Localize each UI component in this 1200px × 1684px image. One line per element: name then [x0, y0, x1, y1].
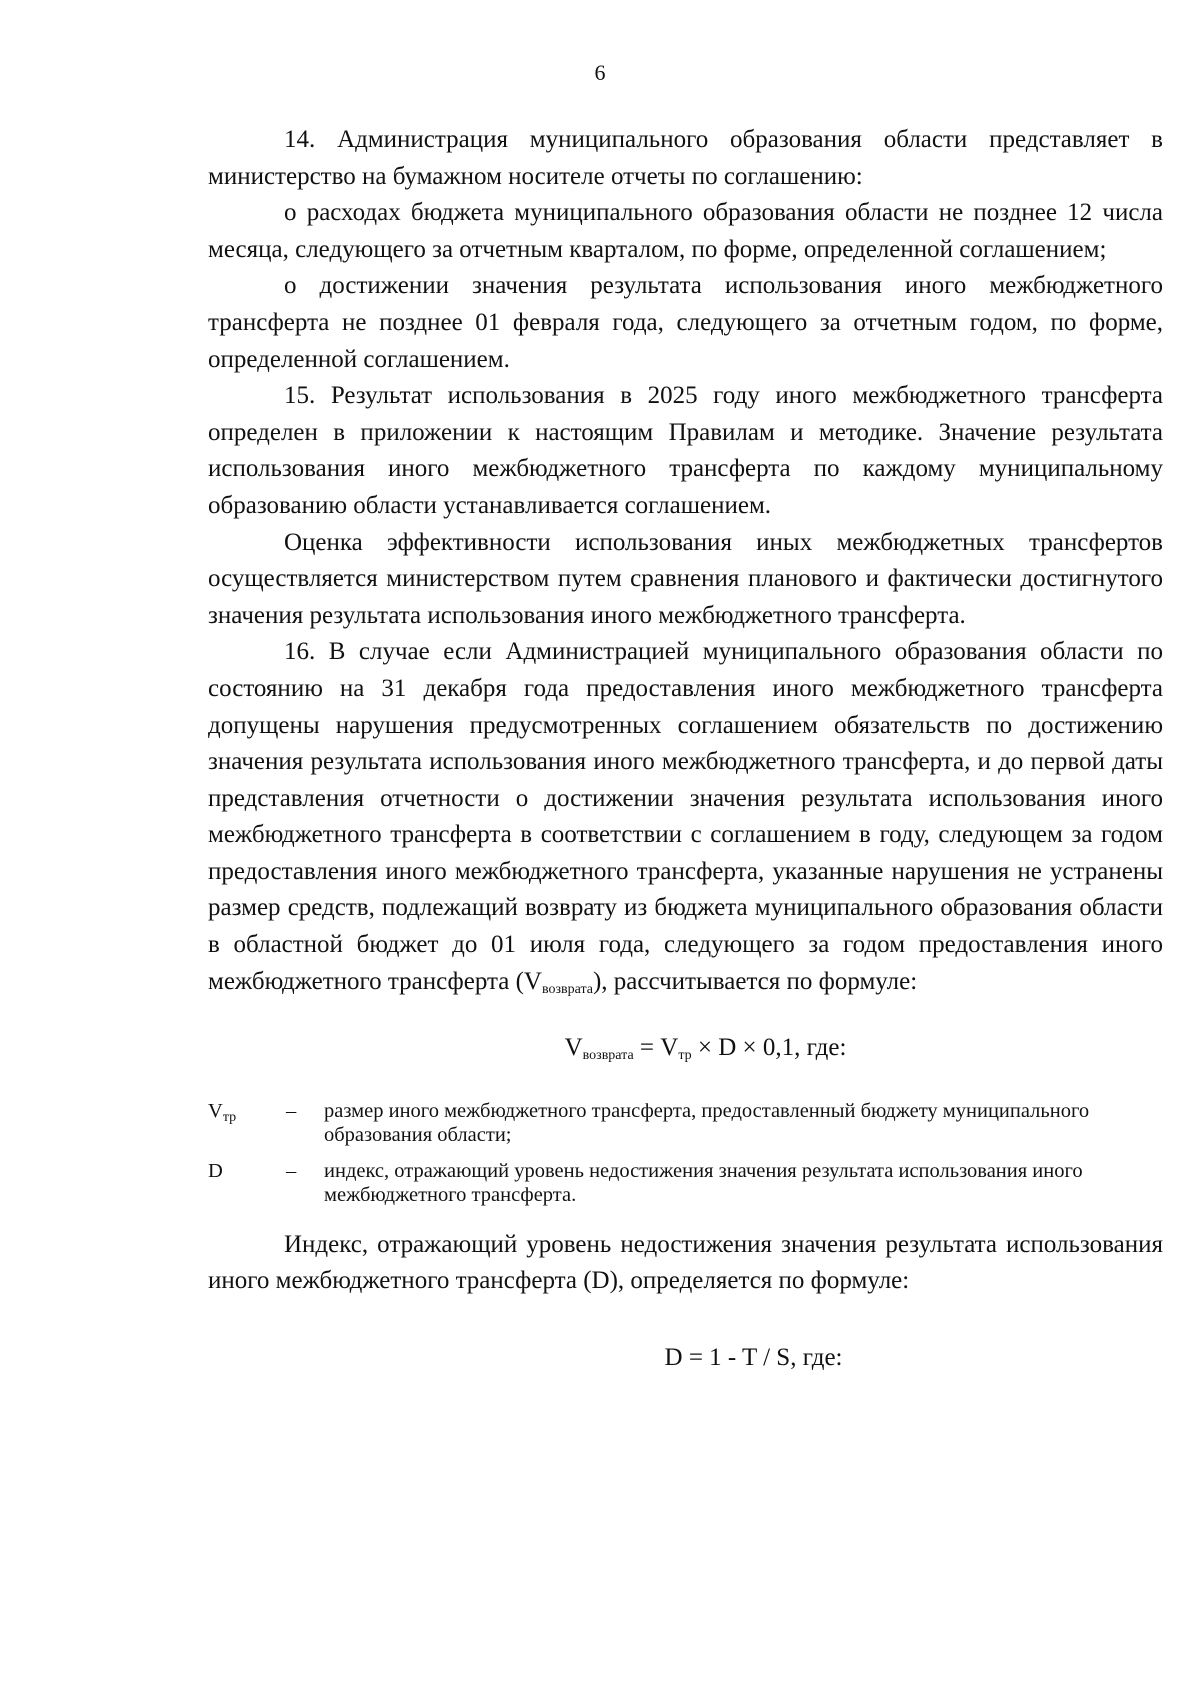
definition-dash: – — [286, 1099, 297, 1122]
definition-symbol — [208, 1099, 286, 1147]
formula-return-amount — [208, 1030, 1163, 1067]
definitions-list — [208, 1099, 1163, 1207]
paragraph-14-item-2: о достижении значения результата использования иного межбюджетного трансферта не позднее 01 февраля года, следующего за отчетным годом, по форме, определенной соглашением. — [208, 272, 1163, 373]
formula-return-tr-sub: тр — [678, 1048, 692, 1064]
definition-symbol-sub: тр — [222, 1109, 237, 1125]
formula-return-v: V — [564, 1034, 583, 1062]
formula-return-rest: × D × 0,1, где: — [691, 1034, 847, 1062]
page-number: 6 — [594, 60, 606, 85]
definition-vtr — [208, 1099, 1163, 1147]
definition-d — [208, 1159, 1163, 1207]
definition-text: индекс, отражающий уровень недостижения значения результата использования иного межбюджетного трансферта. — [324, 1159, 1083, 1206]
definition-symbol-main: D — [208, 1159, 223, 1182]
paragraph-15: 15. Результат использования в 2025 году иного межбюджетного трансферта определен в приложении к настоящим Правилам и методике. Значение результата использования иного межбюджетного трансферта по каждому муниципальному образованию области устанавливается соглашением. — [208, 382, 1163, 519]
paragraph-16-text: 16. В случае если Администрацией муниципального образования области по состоянию на 31 декабря года предоставления иного межбюджетного трансферта допущены нарушения предусмотренных соглашением обязательств по достижению значения результата использования иного межбюджетного трансферта, и до первой даты представления отчетности о достижении значения результата использования иного межбюджетного трансферта в соответствии с соглашением в году, следующем за годом предоставления иного межбюджетного трансферта, указанные нарушения не устранены размер средств, подлежащий возврату из бюджета муниципального образования области в областной бюджет до 01 июля года, следующего за годом предоставления иного межбюджетного трансферта (V — [208, 638, 1163, 995]
definition-symbol — [208, 1159, 286, 1207]
paragraph-15-evaluation: Оценка эффективности использования иных межбюджетных трансфертов осуществляется министерством путем сравнения планового и фактически достигнутого значения результата использования иного межбюджетного трансферта. — [208, 528, 1163, 629]
paragraph-16 — [208, 634, 1163, 1000]
definition-text: размер иного межбюджетного трансферта, предоставленный бюджету муниципального образования области; — [324, 1099, 1090, 1146]
document-body — [208, 122, 1163, 1377]
paragraph-index: Индекс, отражающий уровень недостижения значения результата использования иного межбюджетного трансферта (D), определяется по формуле: — [208, 1230, 1163, 1295]
formula-return-mid: = V — [633, 1034, 679, 1062]
paragraph-16-end: ), рассчитывается по формуле: — [592, 967, 918, 995]
paragraph-14-item-1: о расходах бюджета муниципального образования области не позднее 12 числа месяца, следующего за отчетным кварталом, по форме, определенной соглашением; — [208, 199, 1163, 263]
paragraph-16-subscript: возврата — [541, 981, 593, 997]
definition-symbol-main: V — [208, 1099, 223, 1122]
paragraph-14-intro: 14. Администрация муниципального образования области представляет в министерство на бумажном носителе отчеты по соглашению: — [208, 126, 1163, 190]
formula-return-v-sub: возврата — [582, 1048, 634, 1064]
definition-dash: – — [286, 1159, 297, 1182]
formula-index: D = 1 - T / S, где: — [664, 1344, 843, 1372]
